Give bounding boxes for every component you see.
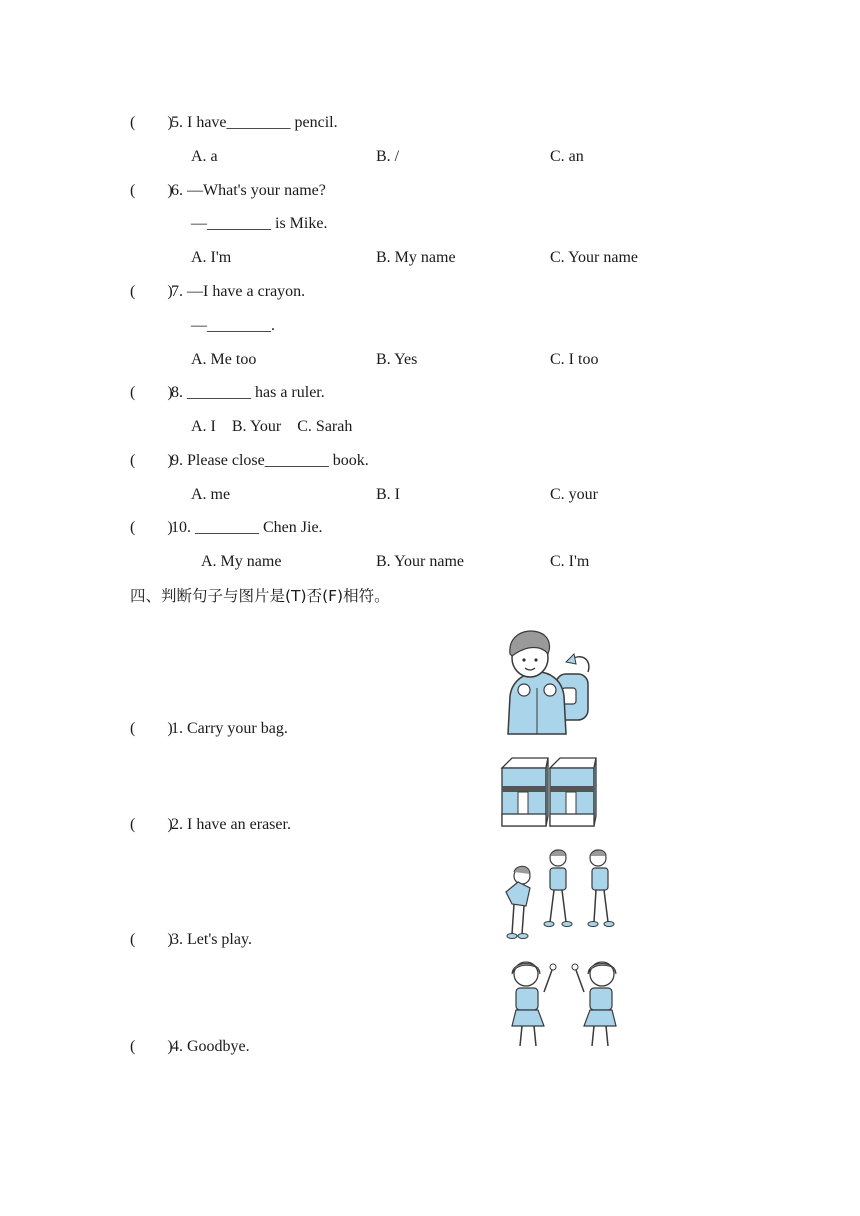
question-7-response: —________. (191, 317, 275, 334)
answer-paren[interactable]: ( ) (130, 816, 173, 833)
question-6-stem: 6. —What's your name? (171, 182, 326, 199)
answer-paren[interactable]: ( ) (130, 384, 173, 401)
q7-option-b: B. Yes (376, 351, 418, 368)
answer-paren[interactable]: ( ) (130, 720, 173, 737)
question-9-stem: 9. Please close________ book. (171, 452, 369, 469)
two-erasers-picture (498, 754, 602, 832)
q5-option-a: A. a (191, 148, 218, 165)
q6-option-a: A. I'm (191, 249, 232, 266)
section-4-heading: 四、判断句子与图片是(T)否(F)相符。 (130, 587, 390, 605)
q6-option-c: C. Your name (550, 249, 639, 266)
two-girls-waving-picture (498, 956, 632, 1052)
q9-option-a: A. me (191, 486, 231, 503)
question-8-stem: 8. ________ has a ruler. (171, 384, 325, 401)
answer-paren[interactable]: ( ) (130, 1038, 173, 1055)
q8-options: A. I B. Your C. Sarah (191, 418, 353, 435)
answer-paren[interactable]: ( ) (130, 283, 173, 300)
answer-paren[interactable]: ( ) (130, 519, 173, 536)
question-6-response: —________ is Mike. (191, 215, 328, 232)
q10-option-a: A. My name (201, 553, 282, 570)
question-10-stem: 10. ________ Chen Jie. (171, 519, 323, 536)
tf-item-1-text: 1. Carry your bag. (171, 720, 288, 737)
boy-with-backpack-picture (498, 626, 594, 736)
tf-item-3-text: 3. Let's play. (171, 931, 252, 948)
q10-option-b: B. Your name (376, 553, 465, 570)
q9-option-b: B. I (376, 486, 400, 503)
q5-option-c: C. an (550, 148, 584, 165)
q7-option-a: A. Me too (191, 351, 257, 368)
tf-item-4-text: 4. Goodbye. (171, 1038, 250, 1055)
answer-paren[interactable]: ( ) (130, 182, 173, 199)
q6-option-b: B. My name (376, 249, 456, 266)
three-kids-playing-picture (500, 846, 620, 946)
q7-option-c: C. I too (550, 351, 599, 368)
question-5-stem: 5. I have________ pencil. (171, 114, 338, 131)
answer-paren[interactable]: ( ) (130, 931, 173, 948)
question-7-stem: 7. —I have a crayon. (171, 283, 306, 300)
q10-option-c: C. I'm (550, 553, 590, 570)
q5-option-b: B. / (376, 148, 400, 165)
answer-paren[interactable]: ( ) (130, 452, 173, 469)
q9-option-c: C. your (550, 486, 598, 503)
answer-paren[interactable]: ( ) (130, 114, 173, 131)
tf-item-2-text: 2. I have an eraser. (171, 816, 291, 833)
